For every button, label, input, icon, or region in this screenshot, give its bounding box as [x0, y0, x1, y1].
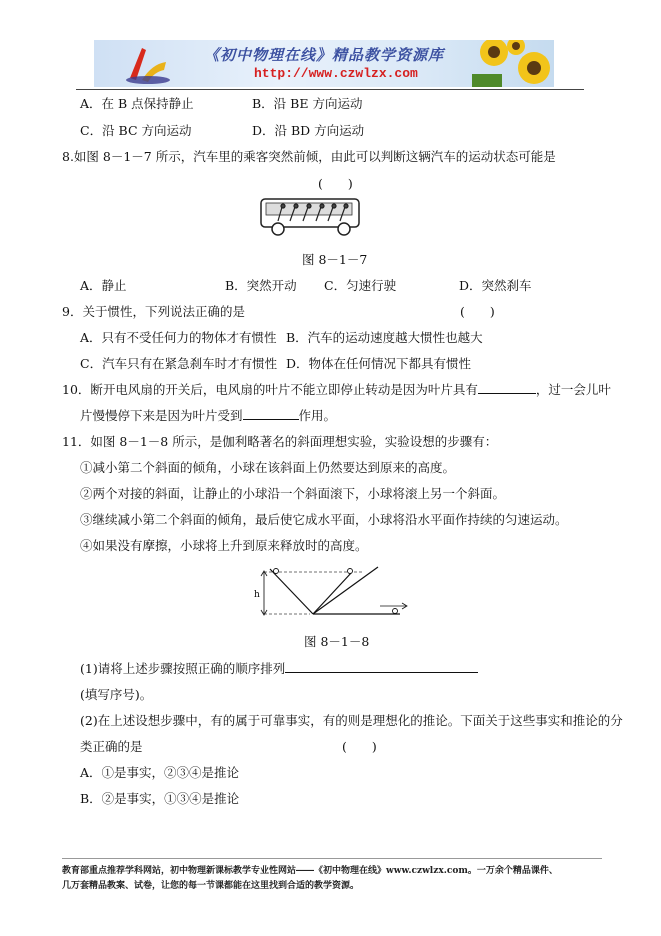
- q11-step-2: ②两个对接的斜面，让静止的小球沿一个斜面滚下，小球将滚上另一个斜面。: [80, 486, 506, 501]
- sunflower-icon: [464, 40, 554, 87]
- q11-figure-caption: 图 8－1－8: [304, 634, 370, 649]
- header-banner: [94, 40, 554, 87]
- q10-blank-2[interactable]: [243, 407, 299, 420]
- q7-option-b: B．沿 BE 方向运动: [252, 96, 363, 111]
- footer-line-1: 教育部重点推荐学科网站，初中物理新课标教学专业性网站――《初中物理在线》www.czwlzx.com。一万余个精品课件、: [62, 866, 558, 876]
- q11-sub1-note: (填写序号)。: [80, 687, 153, 702]
- q10-text-4: 作用。: [298, 408, 337, 423]
- q11-sub2-option-b: B．②是事实，①③④是推论: [80, 791, 240, 806]
- q8-stem: 8.如图 8－1－7 所示，汽车里的乘客突然前倾，由此可以判断这辆汽车的运动状态可能是: [62, 149, 556, 164]
- q8-option-c: C．匀速行驶: [324, 278, 397, 293]
- q8-answer-paren: ( ): [318, 176, 353, 191]
- q8-option-b: B．突然开动: [225, 278, 297, 293]
- figure-label-h: h: [254, 590, 260, 600]
- q10-text-1: 10．断开电风扇的开关后，电风扇的叶片不能立即停止转动是因为叶片具有: [62, 382, 478, 397]
- banner-title: 《初中物理在线》精品教学资源库: [204, 46, 445, 64]
- q9-option-d: D．物体在任何情况下都具有惯性: [286, 356, 472, 371]
- q8-option-a: A．静止: [80, 278, 127, 293]
- q11-sub1-blank[interactable]: [285, 660, 478, 673]
- logo-icon: [112, 40, 182, 87]
- q8-figure-caption: 图 8－1－7: [302, 252, 368, 267]
- q11-sub1-text: (1)请将上述步骤按照正确的顺序排列: [80, 661, 286, 676]
- q11-sub2-paren: ( ): [342, 739, 377, 754]
- q11-sub2-line2: 类正确的是: [80, 739, 143, 754]
- q11-stem: 11．如图 8－1－8 所示，是伽利略著名的斜面理想实验，实验设想的步骤有：: [62, 434, 498, 449]
- q11-sub2-option-a: A．①是事实，②③④是推论: [80, 765, 240, 780]
- q10-text-3: 片慢慢停下来是因为叶片受到: [80, 408, 243, 423]
- q11-sub1-line: [80, 659, 478, 677]
- q11-sub2-line1: (2)在上述设想步骤中，有的属于可靠事实，有的则是理想化的推论。下面关于这些事实和推论的分: [80, 713, 623, 728]
- q7-option-d: D．沿 BD 方向运动: [252, 123, 365, 138]
- header-rule: [76, 89, 584, 90]
- q10-line2: [80, 406, 336, 424]
- q9-option-c: C．汽车只有在紧急刹车时才有惯性: [80, 356, 278, 371]
- q10-line1: [62, 380, 611, 398]
- q9-stem: 9．关于惯性，下列说法正确的是: [62, 304, 245, 319]
- q7-option-a: A．在 B 点保持静止: [80, 96, 194, 111]
- footer-rule: [62, 858, 602, 859]
- banner-url[interactable]: http://www.czwlzx.com: [254, 66, 418, 81]
- incline-figure: [250, 562, 415, 624]
- q9-answer-paren: ( ): [460, 304, 495, 319]
- q7-option-c: C．沿 BC 方向运动: [80, 123, 192, 138]
- q11-step-1: ①减小第二个斜面的倾角，小球在该斜面上仍然要达到原来的高度。: [80, 460, 456, 475]
- q9-option-a: A．只有不受任何力的物体才有惯性: [80, 330, 277, 345]
- q9-option-b: B．汽车的运动速度越大惯性也越大: [286, 330, 483, 345]
- q10-text-2: ，过一会儿叶: [535, 382, 611, 397]
- footer-line-2: 几万套精品教案、试卷，让您的每一节课都能在这里找到合适的教学资源。: [62, 881, 360, 891]
- q11-step-4: ④如果没有摩擦，小球将上升到原来释放时的高度。: [80, 538, 368, 553]
- q10-blank-1[interactable]: [478, 381, 536, 394]
- q8-option-d: D．突然刹车: [459, 278, 532, 293]
- bus-figure: [258, 195, 364, 239]
- q11-step-3: ③继续减小第二个斜面的倾角，最后使它成水平面，小球将沿水平面作持续的匀速运动。: [80, 512, 568, 527]
